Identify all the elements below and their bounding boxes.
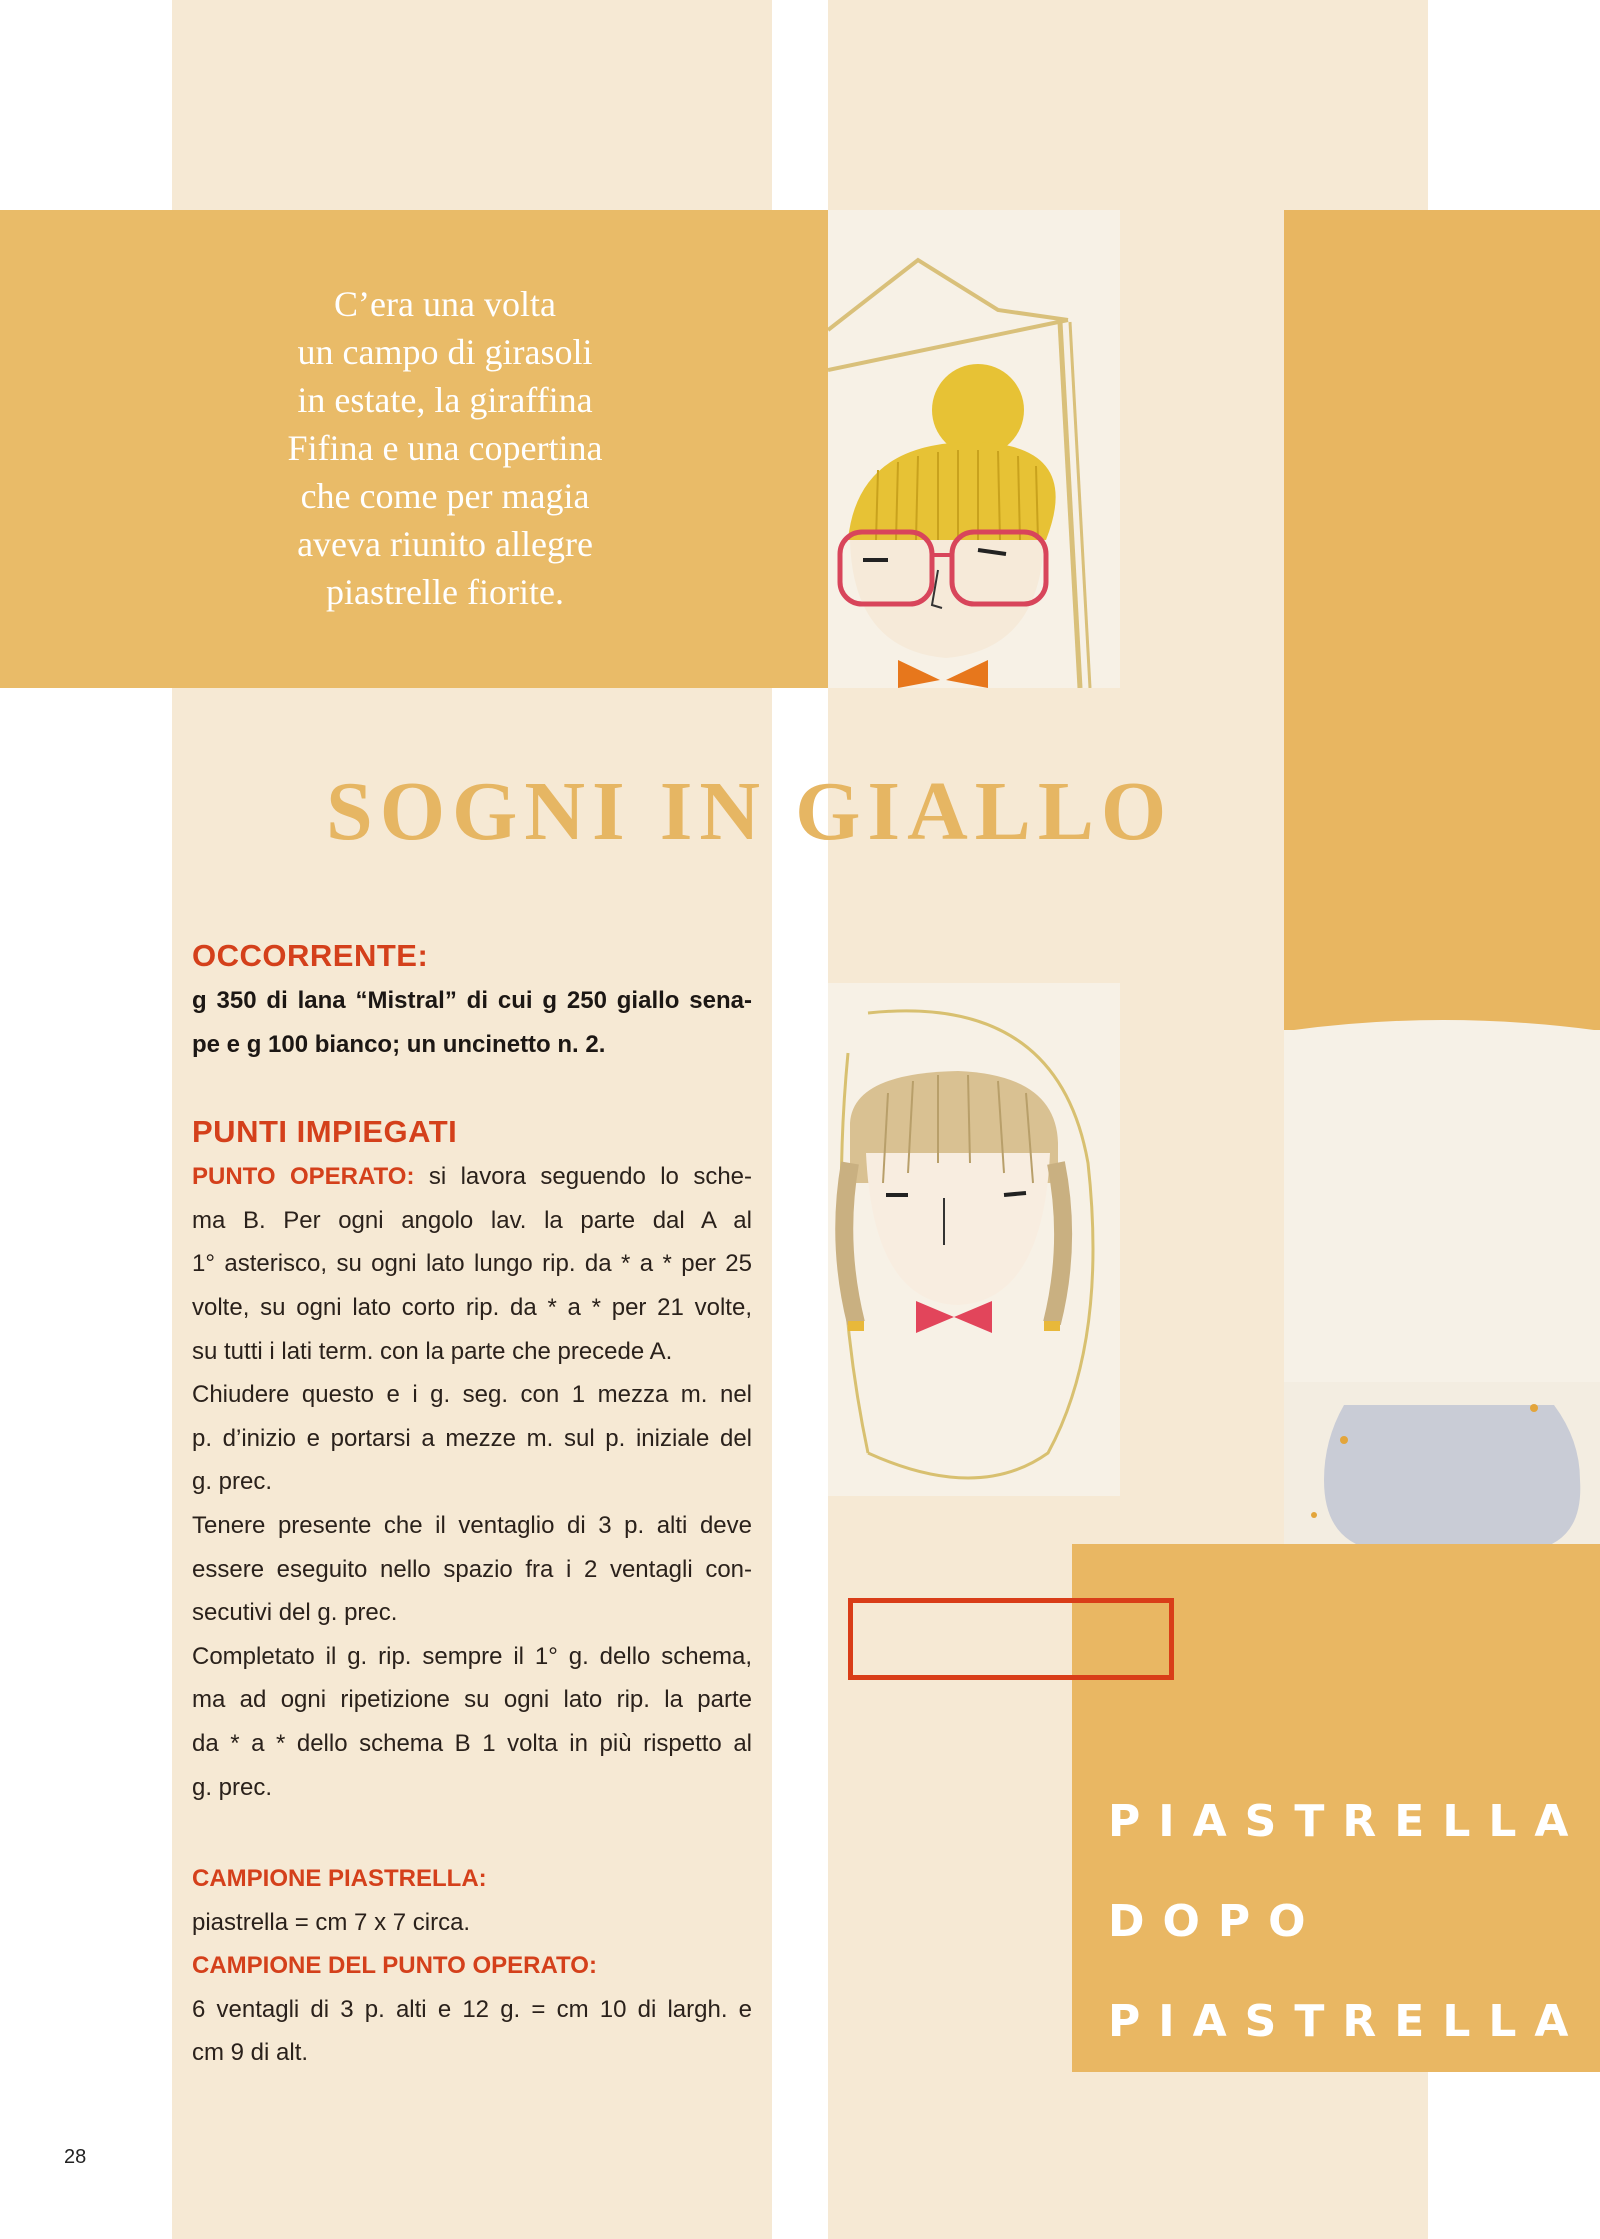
intro-line: aveva riunito allegre [297, 524, 593, 564]
tile-caption [1108, 1772, 1587, 2072]
illustration-girl-braids [828, 983, 1120, 1496]
campione-piastrella-text: piastrella = cm 7 x 7 circa. [192, 1908, 471, 1936]
tile-caption-line: PIASTRELLA [1108, 1996, 1587, 2047]
intro-line: che come per magia [300, 476, 590, 516]
intro-line: piastrelle fiorite. [326, 572, 564, 612]
punti-line: Chiudere questo e i g. seg. con 1 mezza m. nel [192, 1381, 752, 1409]
punti-line: p. d’inizio e portarsi a mezze m. sul p. iniziale del [192, 1424, 752, 1452]
campione-punto-line: 6 ventagli di 3 p. alti e 12 g. = cm 10 di largh. e [192, 1995, 752, 2023]
occorrente-line: g 350 di lana “Mistral” di cui g 250 giallo sena- [192, 987, 752, 1014]
punti-line: secutivi del g. prec. [192, 1599, 398, 1627]
tile-caption-line: PIASTRELLA [1108, 1796, 1587, 1847]
punti-line: su tutti i lati term. con la parte che precede A. [192, 1337, 673, 1365]
punti-line: essere eseguito nello spazio fra i 2 ventagli con- [192, 1555, 752, 1583]
campione-piastrella-label: CAMPIONE PIASTRELLA: [192, 1865, 487, 1893]
punti-line: g. prec. [192, 1468, 273, 1496]
illustration-girl-beanie [828, 210, 1120, 688]
punti-first-line [192, 1155, 752, 1199]
punti-line: Tenere presente che il ventaglio di 3 p. alti deve [192, 1511, 752, 1539]
punti-line: g. prec. [192, 1773, 273, 1801]
intro-line: in estate, la giraffina [297, 380, 593, 420]
punti-line: da * a * dello schema B 1 volta in più rispetto al [192, 1729, 752, 1757]
tile-caption-line: DOPO [1108, 1896, 1324, 1947]
occorrente-line: pe e g 100 bianco; un uncinetto n. 2. [192, 1030, 606, 1058]
punti-first-text: si lavora seguendo lo sche- [414, 1163, 753, 1191]
intro-line: Fifina e una copertina [287, 428, 603, 468]
page-number: 28 [64, 2146, 87, 2168]
punti-line: ma ad ogni ripetizione su ogni lato rip. la parte [192, 1686, 752, 1714]
campione-punto-line: cm 9 di alt. [192, 2039, 309, 2067]
punti-line: volte, su ogni lato corto rip. da * a * per 21 volte, [192, 1293, 752, 1321]
occorrente-heading: OCCORRENTE: [192, 938, 429, 973]
punto-operato-label: PUNTO OPERATO: [192, 1163, 415, 1191]
page-title: SOGNI IN GIALLO [326, 765, 1174, 858]
intro-line: un campo di girasoli [297, 332, 593, 372]
punti-line: Completato il g. rip. sempre il 1° g. dello schema, [192, 1642, 752, 1670]
punti-line: 1° asterisco, su ogni lato lungo rip. da * a * per 25 [192, 1250, 752, 1278]
punti-line: ma B. Per ogni angolo lav. la parte dal A al [192, 1206, 752, 1234]
girl-braids-drawing [828, 983, 1120, 1496]
punti-heading: PUNTI IMPIEGATI [192, 1114, 458, 1150]
lamp-photo [1284, 1010, 1600, 1550]
girl-beanie-drawing [828, 210, 1120, 688]
lamp-drawing [1284, 1010, 1600, 1550]
campione-punto-label: CAMPIONE DEL PUNTO OPERATO: [192, 1952, 597, 1980]
intro-text [200, 280, 690, 616]
instructions-text [192, 933, 752, 2075]
red-frame [848, 1598, 1174, 1680]
intro-line: C’era una volta [334, 284, 556, 324]
